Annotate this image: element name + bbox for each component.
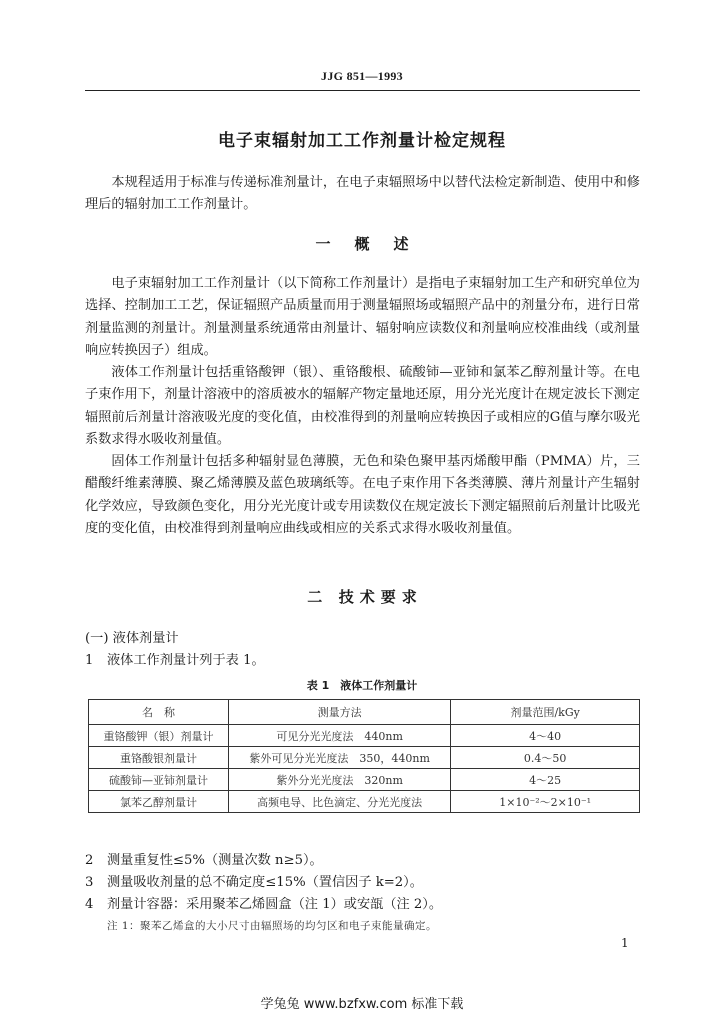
table-cell: 紫外可见分光光度法 350，440nm [229,747,451,769]
table-header-range: 剂量范围/kGy [451,700,640,725]
table-cell: 硫酸铈—亚铈剂量计 [89,769,229,791]
table-cell: 紫外分光光度法 320nm [229,769,451,791]
table-header-name: 名 称 [89,700,229,725]
table-cell: 高频电导、比色滴定、分光光度法 [229,791,451,813]
table-cell: 0.4～50 [451,747,640,769]
table-row [89,769,640,791]
footer-watermark: 学兔兔 www.bzfxw.com 标准下载 [260,997,464,1012]
page-number: 1 [621,936,629,950]
item-1: 1 液体工作剂量计列于表 1。 [85,653,265,668]
section-heading-overview: 一 概 述 [315,235,409,253]
subsection-liquid-dosimeter: (一) 液体剂量计 [85,631,179,646]
overview-paragraph-3: 固体工作剂量计包括多种辐射显色薄膜，无色和染色聚甲基丙烯酸甲酯（PMMA）片，三醋酸纤维素薄膜、聚乙烯薄膜及蓝色玻璃纸等。在电子束作用下各类薄膜、薄片剂量计产生辐射化学效应，导致颜色变化，用分光光度计或专用读数仪在规定波长下测定辐照前后剂量计比吸光度的变化值，由校准得到剂量响应曲线或相应的关系式求得水吸收剂量值。 [85,454,640,536]
item-4: 4 剂量计容器：采用聚苯乙烯圆盒（注 1）或安瓿（注 2）。 [85,897,443,912]
table-cell: 4～40 [451,725,640,747]
table-cell: 氯苯乙醇剂量计 [89,791,229,813]
table-cell: 可见分光光度法 440nm [229,725,451,747]
table-cell: 4～25 [451,769,640,791]
standard-code: JJG 851—1993 [321,69,403,83]
document-title: 电子束辐射加工工作剂量计检定规程 [218,131,506,151]
table-cell: 重铬酸银剂量计 [89,747,229,769]
table-header-method: 测量方法 [229,700,451,725]
table-row [89,725,640,747]
header-rule [85,90,640,91]
note-1: 注 1：聚苯乙烯盒的大小尺寸由辐照场的均匀区和电子束能量确定。 [107,920,438,932]
item-3: 3 测量吸收剂量的总不确定度≤15%（置信因子 k=2）。 [85,875,423,890]
table-row [89,747,640,769]
table-header-row [89,700,640,725]
table-cell: 重铬酸钾（银）剂量计 [89,725,229,747]
overview-paragraph-2: 液体工作剂量计包括重铬酸钾（银）、重铬酸根、硫酸铈—亚铈和氯苯乙醇剂量计等。在电子束作用下，剂量计溶液中的溶质被水的辐解产物定量地还原，用分光光度计在规定波长下测定辐照前后剂量计溶液吸光度的变化值，由校准得到的剂量响应转换因子或相应的G值与摩尔吸光系数求得水吸收剂量值。 [85,365,640,447]
liquid-dosimeter-table [88,699,640,813]
table-caption: 表 1 液体工作剂量计 [306,679,418,692]
table-cell: 1×10⁻²～2×10⁻¹ [451,791,640,813]
table-row [89,791,640,813]
section-heading-requirements: 二 技 术 要 求 [307,588,417,606]
intro-paragraph: 本规程适用于标准与传递标准剂量计，在电子束辐照场中以替代法检定新制造、使用中和修理后的辐射加工工作剂量计。 [85,175,640,213]
item-2: 2 测量重复性≤5%（测量次数 n≥5）。 [85,853,323,868]
overview-paragraph-1: 电子束辐射加工工作剂量计（以下简称工作剂量计）是指电子束辐射加工生产和研究单位为选择、控制加工工艺，保证辐照产品质量而用于测量辐照场或辐照产品中的剂量分布，进行日常剂量监测的剂量计。剂量测量系统通常由剂量计、辐射响应读数仪和剂量响应校准曲线（或剂量响应转换因子）组成。 [85,276,640,358]
